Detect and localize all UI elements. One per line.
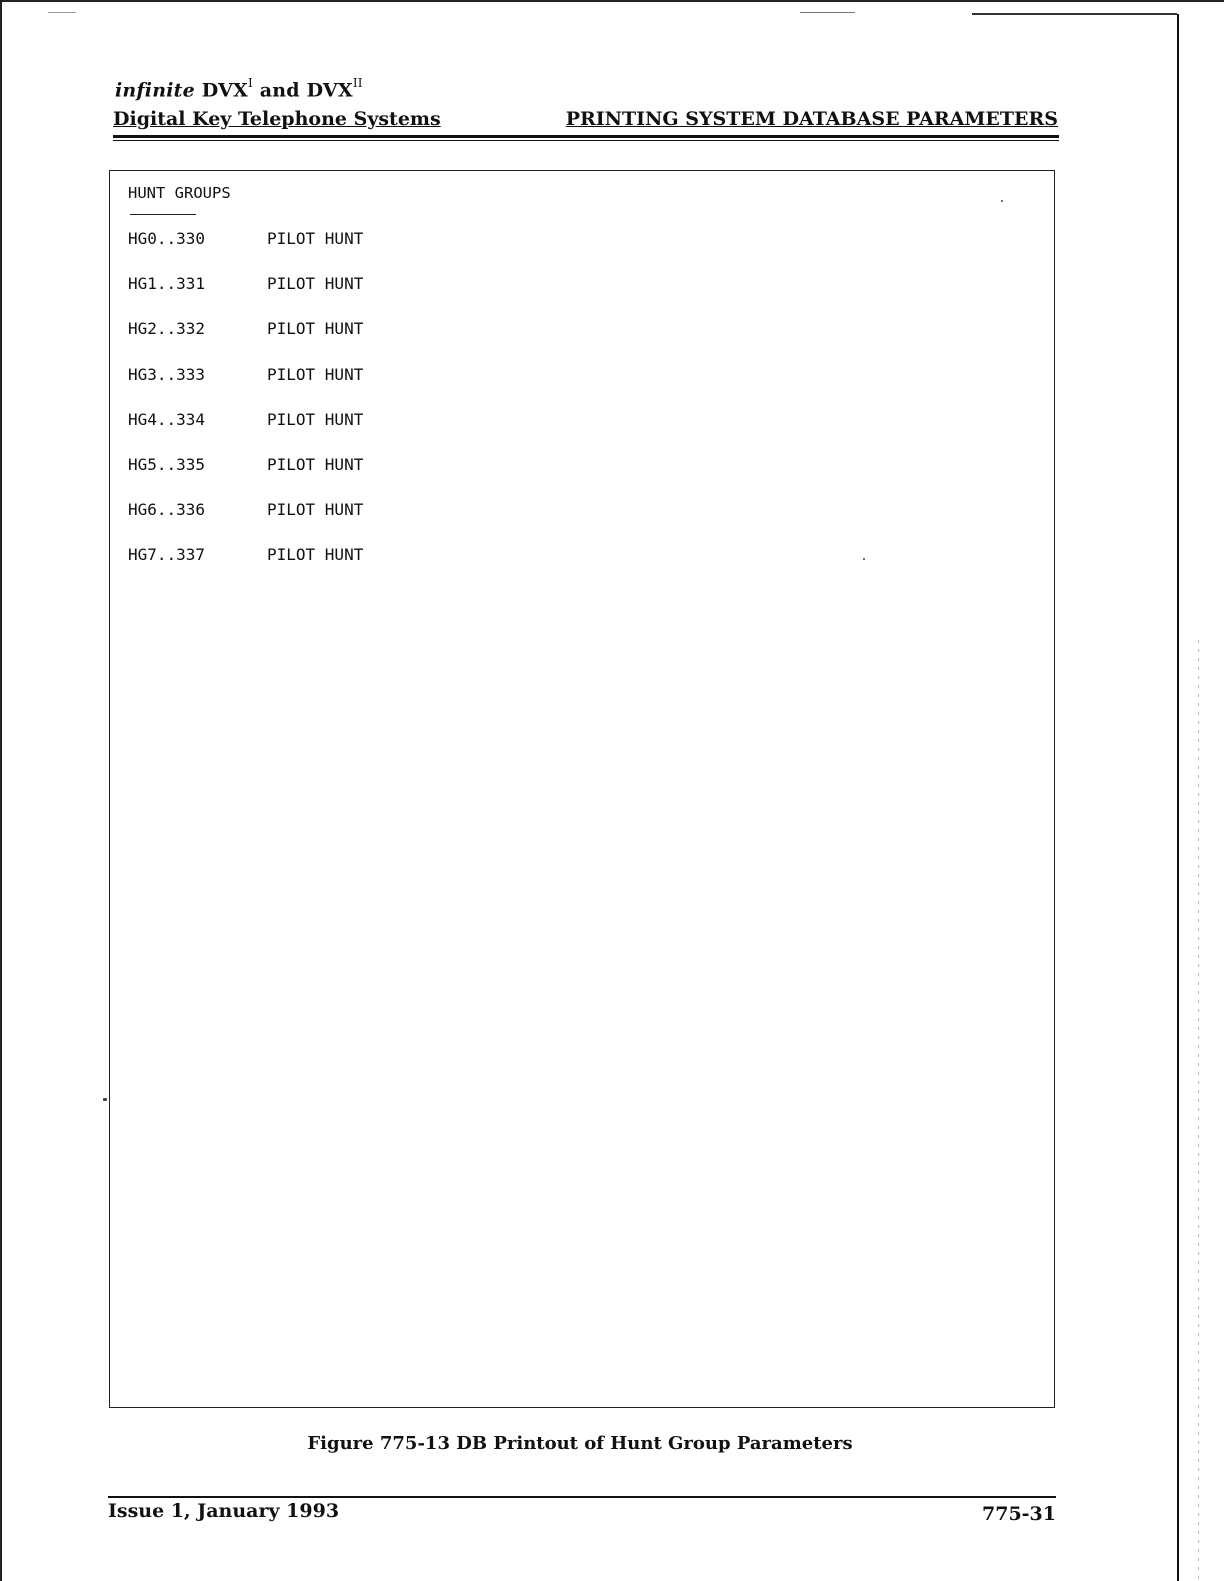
hunt-group-type: PILOT HUNT: [267, 274, 364, 294]
scan-speck: [1001, 200, 1003, 202]
hunt-group-row: [128, 229, 363, 274]
scan-mark: [972, 13, 1177, 15]
hunt-group-type: PILOT HUNT: [267, 545, 364, 565]
hunt-group-row: [128, 365, 363, 410]
footer-rule: [108, 1496, 1056, 1498]
product-joiner: and DVX: [259, 79, 353, 102]
hunt-group-row: [128, 545, 363, 590]
hunt-group-code: HG6..336: [128, 500, 206, 520]
printout-title: HUNT GROUPS: [128, 184, 231, 202]
scan-speck: [863, 558, 865, 560]
hunt-group-code: HG7..337: [128, 545, 206, 565]
hunt-group-row: [128, 455, 363, 500]
scan-speck: [103, 1098, 107, 1101]
hunt-group-type: PILOT HUNT: [267, 409, 364, 429]
hunt-group-code: HG1..331: [128, 274, 206, 294]
hunt-group-row: [128, 500, 363, 545]
scan-mark: [48, 12, 76, 13]
header-left-title: Digital Key Telephone Systems: [113, 108, 441, 130]
hunt-group-type: PILOT HUNT: [267, 500, 364, 520]
hunt-group-list: [128, 229, 363, 591]
brand-name: infinite: [115, 79, 195, 102]
printout-title-underline: [130, 214, 196, 215]
scan-edge-left: [0, 0, 2, 1581]
product-sup-2: II: [352, 76, 363, 90]
product-prefix: DVX: [201, 79, 248, 102]
hunt-group-code: HG0..330: [128, 229, 206, 248]
header-rule-thin: [113, 140, 1059, 141]
scan-dotted-edge: [1198, 640, 1199, 1580]
footer-page-number: 775-31: [982, 1503, 1056, 1525]
hunt-group-type: PILOT HUNT: [267, 364, 364, 384]
hunt-group-row: [128, 410, 363, 455]
footer-issue: Issue 1, January 1993: [108, 1500, 340, 1522]
hunt-group-code: HG4..334: [128, 409, 206, 429]
header-right-title: PRINTING SYSTEM DATABASE PARAMETERS: [565, 108, 1058, 130]
product-sup-1: I: [247, 76, 253, 90]
scan-edge-right: [1177, 14, 1179, 1581]
hunt-group-row: [128, 319, 363, 364]
hunt-group-code: HG2..332: [128, 319, 206, 339]
hunt-group-code: HG5..335: [128, 454, 206, 474]
scan-edge-top: [0, 0, 1224, 2]
hunt-group-row: [128, 274, 363, 319]
figure-caption: Figure 775-13 DB Printout of Hunt Group Parameters: [307, 1433, 853, 1454]
hunt-group-type: PILOT HUNT: [267, 229, 364, 248]
hunt-group-type: PILOT HUNT: [267, 454, 364, 474]
scan-mark: [800, 12, 855, 13]
hunt-group-code: HG3..333: [128, 364, 206, 384]
hunt-group-type: PILOT HUNT: [267, 319, 364, 339]
product-line: [115, 78, 363, 101]
header-rule: [113, 135, 1059, 138]
